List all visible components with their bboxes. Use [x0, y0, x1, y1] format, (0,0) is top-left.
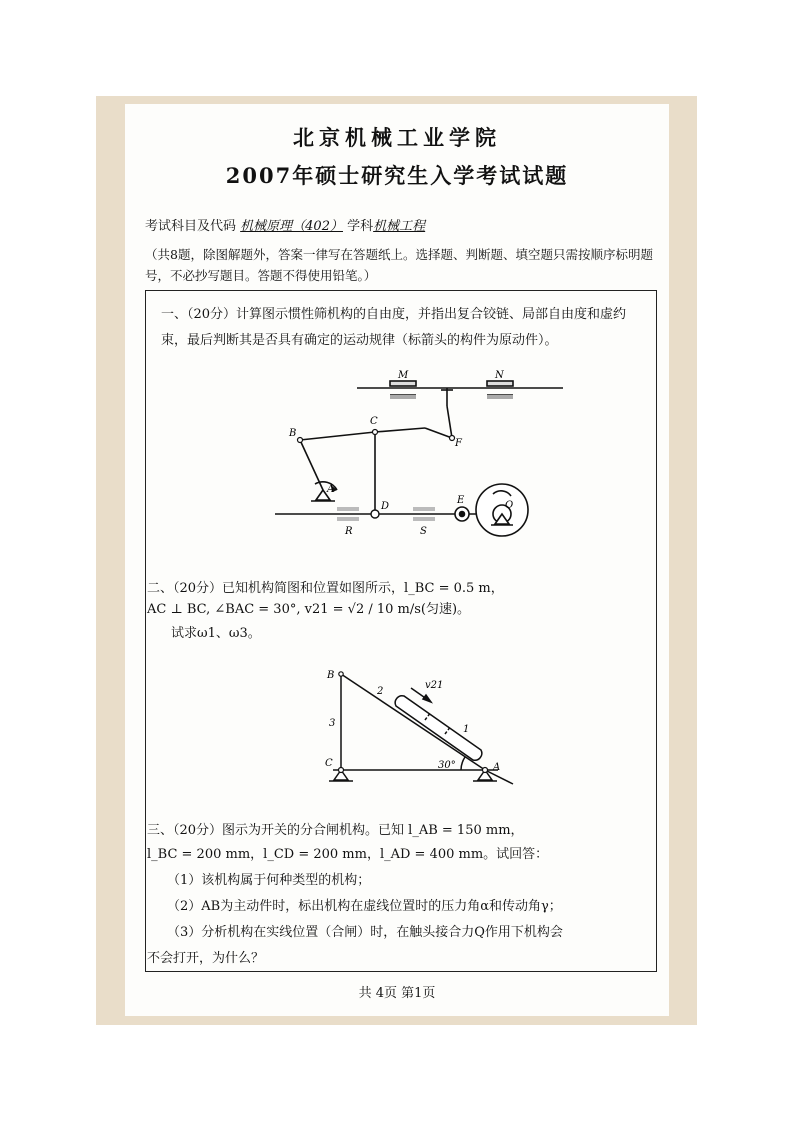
exam-notice: （共8题，除图解题外，答案一律写在答题纸上。选择题、判断题、填空题只需按顺序标明题号，不必抄写题目。答题不得使用铅笔。）	[145, 247, 653, 283]
school-name: 北京机械工业学院	[293, 125, 501, 150]
question-3-line2: l_BC = 200 mm，l_CD = 200 mm，l_AD = 400 mm。试回答：	[147, 847, 549, 862]
label-link-3: 3	[329, 718, 336, 729]
question-1-text: 一、（20分）计算图示惯性筛机构的自由度，并指出复合铰链、局部自由度和虚约束，最后判断其是否具有确定的运动规律（标箭头的构件为原动件）。	[161, 307, 627, 348]
label-E: E	[457, 495, 465, 506]
label-O: O	[505, 500, 514, 511]
question-2-line3: 试求ω1、ω3。	[171, 626, 261, 641]
label-F: F	[455, 438, 462, 449]
question-3-item3: （3）分析机构在实线位置（合闸）时，在触头接合力Q作用下机构会	[167, 925, 563, 940]
exam-paper	[125, 104, 669, 1016]
label-A: A	[327, 484, 335, 495]
discipline-name: 机械工程	[373, 219, 426, 234]
exam-title: 2007年硕士研究生入学考试试题	[225, 163, 569, 188]
question-3-item2: （2）AB为主动件时，标出机构在虚线位置时的压力角α和传动角γ；	[167, 899, 562, 914]
discipline-label: 学科	[347, 219, 374, 234]
label-D: D	[381, 501, 390, 512]
label-angle-30: 30°	[438, 760, 456, 771]
label-M: M	[398, 370, 409, 381]
label-C: C	[370, 416, 378, 427]
label-R: R	[345, 526, 353, 537]
label-S: S	[420, 526, 427, 537]
question-3-item3-cont: 不会打开，为什么？	[147, 951, 265, 966]
question-3-item1: （1）该机构属于何种类型的机构；	[167, 873, 371, 888]
label-link-2: 2	[377, 686, 384, 697]
label-v21: v21	[425, 680, 444, 691]
subject-line	[145, 215, 425, 234]
diagram-slider-mechanism	[313, 662, 543, 792]
label-C2: C	[325, 758, 333, 769]
label-link-1: 1	[463, 724, 470, 735]
label-A2: A	[493, 762, 501, 773]
page-footer: 共 4页 第1页	[358, 986, 436, 1001]
label-B2: B	[327, 670, 335, 681]
question-3-line1: 三、（20分）图示为开关的分合闸机构。已知 l_AB = 150 mm，	[147, 823, 524, 838]
diagram-sieve-mechanism	[265, 366, 575, 537]
question-2-line2: AC ⊥ BC, ∠BAC = 30°, v21 = √2 / 10 m/s(匀速)。	[147, 602, 471, 617]
subject-course: 机械原理（402）	[240, 219, 343, 234]
label-N: N	[495, 370, 504, 381]
subject-label: 考试科目及代码	[145, 219, 237, 234]
question-2-line1: 二、（20分）已知机构简图和位置如图所示，l_BC = 0.5 m，	[147, 581, 504, 596]
label-B: B	[289, 428, 297, 439]
